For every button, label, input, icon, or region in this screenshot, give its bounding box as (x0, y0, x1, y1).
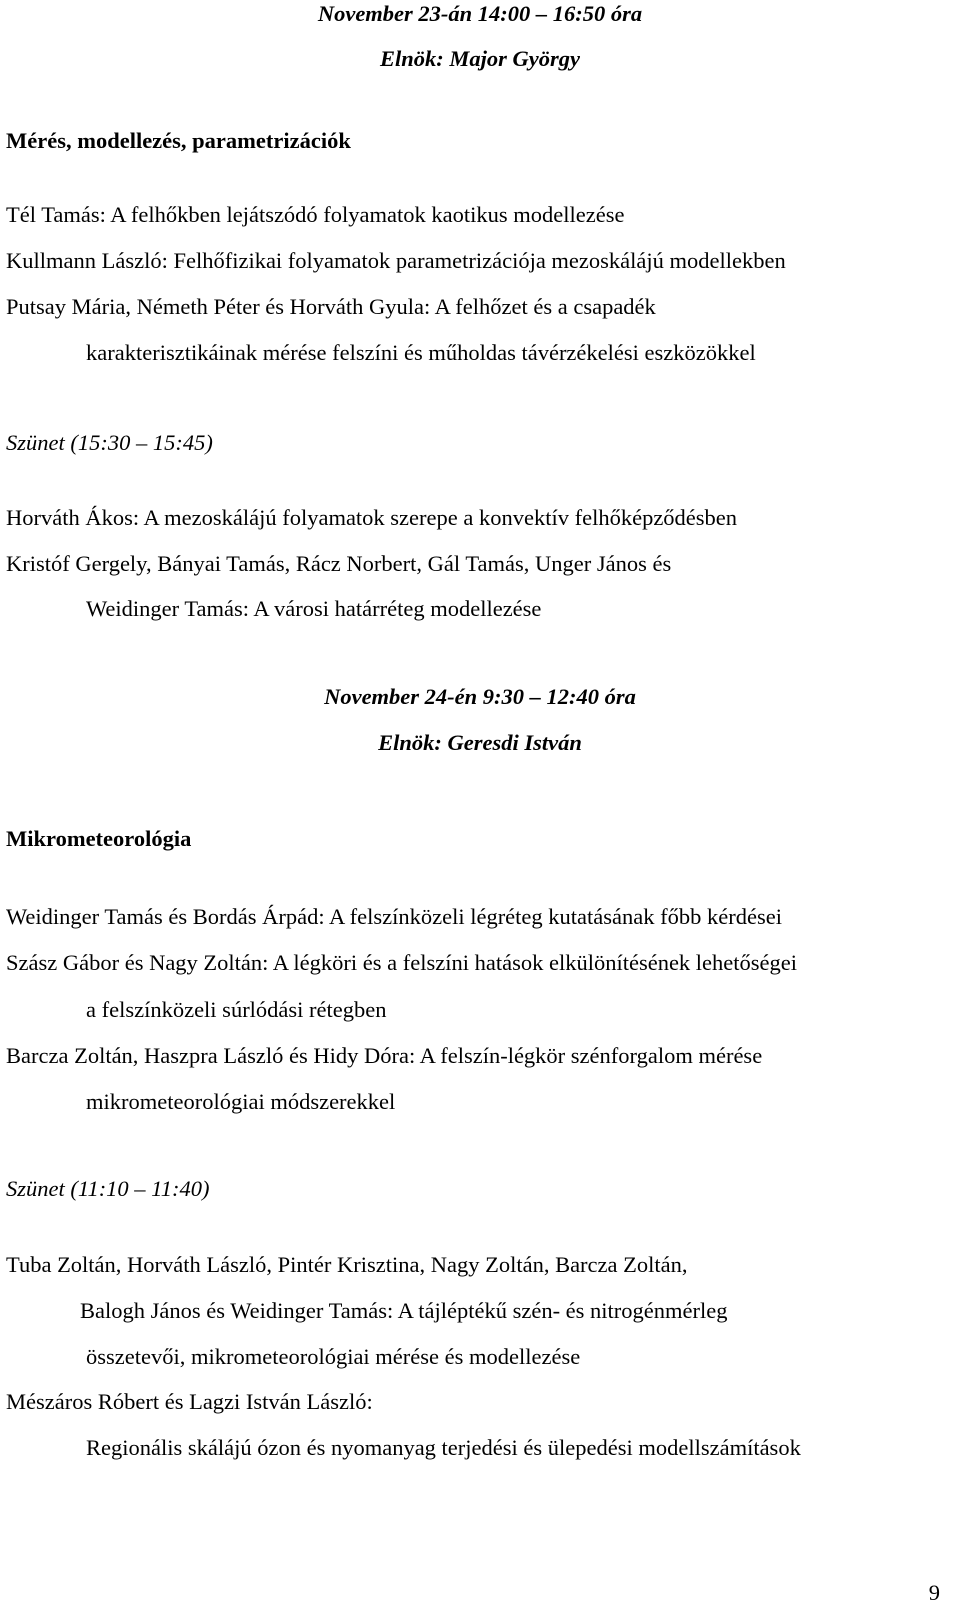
talk-line-continued: Regionális skálájú ózon és nyomanyag terjedési és ülepedési modellszámítások (86, 1435, 801, 1460)
session1-break: Szünet (15:30 – 15:45) (6, 430, 213, 455)
page-number: 9 (928, 1580, 940, 1605)
talk-line: Szász Gábor és Nagy Zoltán: A légköri és a felszíni hatások elkülönítésének lehetőségei (6, 950, 798, 975)
session2-chair: Elnök: Geresdi István (378, 730, 582, 755)
session1-date-time: November 23-án 14:00 – 16:50 óra (317, 1, 643, 26)
talk-line: Putsay Mária, Németh Péter és Horváth Gyula: A felhőzet és a csapadék (6, 294, 656, 319)
talk-line-continued: karakterisztikáinak mérése felszíni és műholdas távérzékelési eszközökkel (86, 340, 756, 365)
talk-line: Tél Tamás: A felhőkben lejátszódó folyamatok kaotikus modellezése (6, 202, 625, 227)
talk-line-continued: Weidinger Tamás: A városi határréteg modellezése (86, 596, 542, 621)
talk-line-continued: mikrometeorológiai módszerekkel (86, 1089, 396, 1114)
talk-line: Tuba Zoltán, Horváth László, Pintér Krisztina, Nagy Zoltán, Barcza Zoltán, (6, 1252, 688, 1277)
session2-topic-heading: Mikrometeorológia (6, 826, 192, 851)
talk-line: Mészáros Róbert és Lagzi István László: (6, 1389, 373, 1414)
talk-line: Weidinger Tamás és Bordás Árpád: A felszínközeli légréteg kutatásának főbb kérdései (6, 904, 782, 929)
talk-line: Kristóf Gergely, Bányai Tamás, Rácz Norbert, Gál Tamás, Unger János és (6, 551, 672, 576)
session1-topic-heading: Mérés, modellezés, parametrizációk (6, 128, 351, 153)
session2-date-time: November 24-én 9:30 – 12:40 óra (324, 684, 636, 709)
talk-line: Barcza Zoltán, Haszpra László és Hidy Dóra: A felszín-légkör szénforgalom mérése (6, 1043, 763, 1068)
talk-line: Horváth Ákos: A mezoskálájú folyamatok szerepe a konvektív felhőképződésben (6, 505, 738, 530)
talk-line-continued: összetevői, mikrometeorológiai mérése és modellezése (86, 1344, 581, 1369)
talk-line-continued: a felszínközeli súrlódási rétegben (86, 997, 387, 1022)
session1-chair: Elnök: Major György (379, 46, 580, 71)
session2-break: Szünet (11:10 – 11:40) (6, 1176, 210, 1201)
talk-line-continued: Balogh János és Weidinger Tamás: A tájléptékű szén- és nitrogénmérleg (80, 1298, 728, 1323)
talk-line: Kullmann László: Felhőfizikai folyamatok parametrizációja mezoskálájú modellekben (6, 248, 786, 273)
